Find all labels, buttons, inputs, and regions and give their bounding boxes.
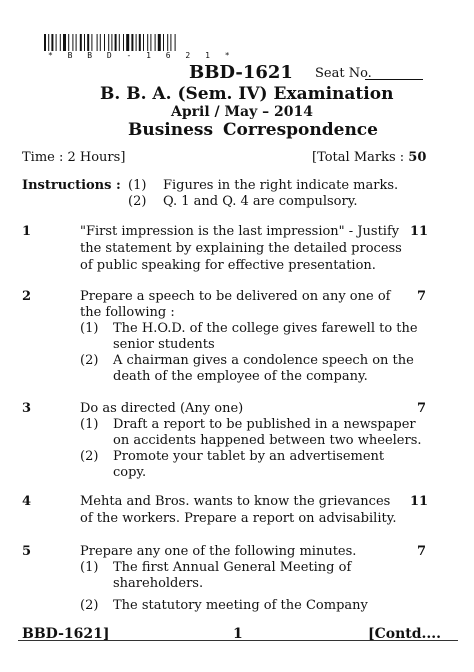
question-text: the following : [80, 305, 175, 320]
question-text: Mehta and Bros. wants to know the grievances [80, 494, 391, 509]
sub-question-text: A chairman gives a condolence speech on the [113, 353, 414, 368]
page-number: 1 [233, 626, 243, 642]
sub-question-number: (1) [80, 560, 99, 575]
sub-question-number: (1) [80, 321, 99, 336]
time-label: Time : 2 Hours] [22, 150, 126, 165]
sub-question-text: The first Annual General Meeting of [113, 560, 352, 575]
sub-question-number: (2) [80, 353, 99, 368]
question-text: "First impression is the last impression" - Justify [80, 224, 400, 239]
question-marks: 7 [417, 289, 427, 304]
sub-question-text: The H.O.D. of the college gives farewell to the [113, 321, 418, 336]
question-text: Prepare a speech to be delivered on any one of [80, 289, 391, 304]
instruction-text: Figures in the right indicate marks. [163, 178, 399, 193]
seat-number-label: Seat No. [315, 66, 372, 81]
sub-question-number: (2) [80, 598, 99, 613]
continued-label: [Contd.... [368, 626, 442, 642]
sub-question-text: Draft a report to be published in a newspaper [113, 417, 416, 432]
question-text: the statement by explaining the detailed process [80, 241, 402, 256]
sub-question-text: copy. [113, 465, 147, 480]
sub-question-text: shareholders. [113, 576, 204, 591]
question-marks: 11 [410, 224, 429, 239]
sub-question-text: death of the employee of the company. [113, 369, 368, 384]
question-text: of public speaking for effective presentation. [80, 258, 376, 273]
question-number: 3 [22, 401, 32, 416]
question-number: 1 [22, 224, 32, 239]
footer-paper-code: BBD-1621] [22, 626, 110, 642]
barcode [44, 34, 214, 51]
seat-number-blank [365, 79, 423, 80]
question-marks: 7 [417, 401, 427, 416]
sub-question-number: (1) [80, 417, 99, 432]
exam-title: B. B. A. (Sem. IV) Examination [100, 84, 394, 104]
instruction-num: (1) [128, 178, 147, 193]
sub-question-text: senior students [113, 337, 215, 352]
question-text: of the workers. Prepare a report on advisability. [80, 511, 397, 526]
total-marks-label: [Total Marks : [312, 150, 409, 165]
sub-question-text: The statutory meeting of the Company [113, 598, 368, 613]
question-marks: 7 [417, 544, 427, 559]
paper-code: BBD-1621 [189, 62, 293, 83]
question-number: 4 [22, 494, 32, 509]
question-marks: 11 [410, 494, 429, 509]
sub-question-text: on accidents happened between two wheelers. [113, 433, 422, 448]
barcode-text: * B B D - 1 6 2 1 * [48, 51, 235, 60]
sub-question-text: Promote your tablet by an advertisement [113, 449, 385, 464]
footer-rule [18, 640, 458, 641]
total-marks-value: 50 [408, 150, 427, 165]
exam-date: April / May – 2014 [171, 104, 313, 120]
question-number: 5 [22, 544, 32, 559]
instruction-text: Q. 1 and Q. 4 are compulsory. [163, 194, 358, 209]
sub-question-number: (2) [80, 449, 99, 464]
question-text: Do as directed (Any one) [80, 401, 244, 416]
question-number: 2 [22, 289, 32, 304]
question-text: Prepare any one of the following minutes. [80, 544, 357, 559]
total-marks [312, 150, 426, 165]
subject-title: Business Correspondence [128, 120, 378, 140]
instructions-label: Instructions : [22, 178, 121, 193]
instruction-num: (2) [128, 194, 147, 209]
